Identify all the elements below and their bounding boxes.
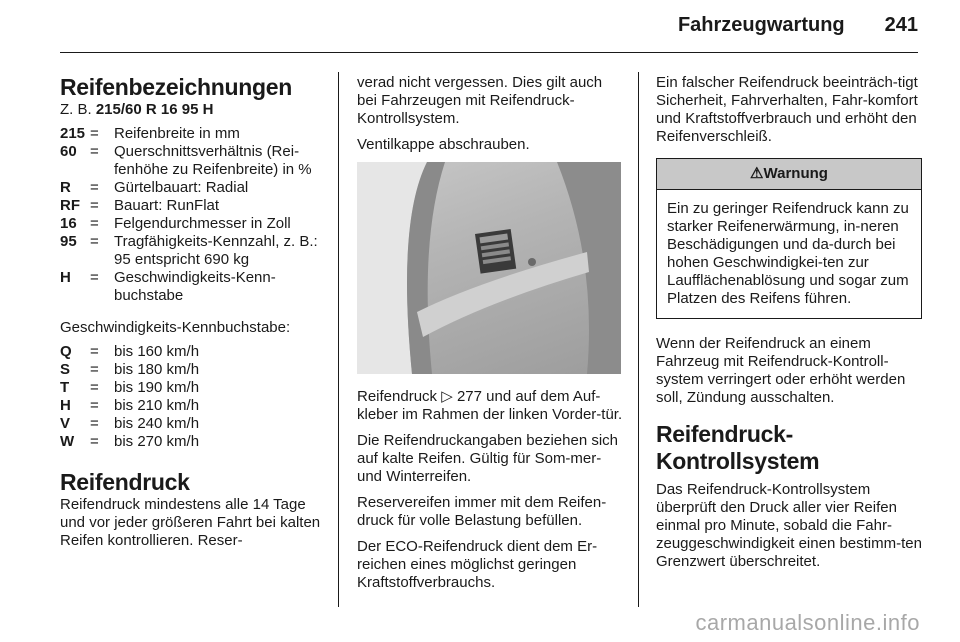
heading-reifenbezeichnungen: Reifenbezeichnungen [60,74,292,100]
door-frame-illustration [357,162,621,374]
paragraph: Die Reifendruckangaben beziehen sich auf kalte Reifen. Gültig für Som-mer- und Winterreifen. [357,432,619,485]
paragraph: Der ECO-Reifendruck dient dem Er-reichen eines möglichst geringen Kraftstoffverbrauchs. [357,538,598,591]
paragraph: Ventilkappe abschrauben. [357,136,530,153]
column-3 [656,74,922,571]
definition-term: RF [60,197,80,214]
door-frame-sticker-photo [357,162,621,374]
definition-row [60,415,326,433]
paragraph: Wenn der Reifendruck an einem Fahrzeug mit Reifendruck-Kontroll-system verringert oder erhöht werden soll, Zündung ausschalten. [656,335,906,406]
definition-text: bis 160 km/h [114,343,200,360]
page-header [678,14,918,37]
speed-code-list [60,343,326,451]
column-divider [638,72,639,607]
definition-equals: = [90,143,99,160]
definition-equals: = [90,215,99,232]
definition-term: T [60,379,70,396]
definition-text: Bauart: RunFlat [114,197,220,214]
definition-row [60,125,326,143]
heading-reifendruck: Reifendruck [60,469,190,495]
header-rule [60,52,918,53]
definition-text: Gürtelbauart: Radial [114,179,249,196]
definition-equals: = [90,415,99,432]
definition-row [60,215,326,233]
column-2 [357,74,623,592]
definition-text: Querschnittsverhältnis (Rei-fenhöhe zu Reifenbreite) in % [114,143,312,178]
definition-equals: = [90,433,99,450]
page-ref[interactable]: 277 [456,388,482,405]
definition-equals: = [90,379,99,396]
warning-icon: ⚠ [750,165,764,182]
reifendruck-paragraph: Reifendruck mindestens alle 14 Tage und vor jeder größeren Fahrt bei kalten Reifen kontrollieren. Reser- [60,496,321,549]
watermark: carmanualsonline.info [695,610,920,635]
paragraph: Reservereifen immer mit dem Reifen-druck für volle Belastung befüllen. [357,494,607,529]
definition-text: Geschwindigkeits-Kenn-buchstabe [114,269,276,304]
column-1 [60,74,326,550]
definition-text: Tragfähigkeits-Kennzahl, z. B.: 95 entspricht 690 kg [114,233,318,268]
definition-term: H [60,397,71,414]
paragraph: Ein falscher Reifendruck beeinträch-tigt Sicherheit, Fahrverhalten, Fahr-komfort und Kraftstoffverbrauch und erhöht den Reifenverschleiß. [656,74,918,145]
definition-term: 95 [60,233,77,250]
definition-term: R [60,179,71,196]
column-divider [338,72,339,607]
definition-text: bis 190 km/h [114,379,200,396]
heading-kontrollsystem: Reifendruck-Kontrollsystem [656,421,820,474]
warning-title: Warnung [763,165,828,182]
definition-term: S [60,361,71,378]
definition-row [60,361,326,379]
definition-equals: = [90,397,99,414]
text-fragment: und auf dem Auf-kleber im Rahmen der linken Vorder-tür. [357,388,623,423]
example-value: 215/60 R 16 95 H [95,101,214,118]
definition-equals: = [90,179,99,196]
definition-term: H [60,269,71,286]
definition-term: 16 [60,215,77,232]
definition-row [60,233,326,269]
warning-text: Ein zu geringer Reifendruck kann zu starker Reifenerwärmung, in-neren Beschädigungen und da-durch bei hohen Geschwindigkei-ten zur Laufflächenablösung und sogar zum Platzen des Reifens führen. [667,200,909,307]
warning-box [656,158,922,319]
page-ref-arrow-icon: ▷ [441,388,453,405]
definition-text: bis 270 km/h [114,433,200,450]
speed-intro: Geschwindigkeits-Kennbuchstabe: [60,319,291,336]
definition-term: Q [60,343,72,360]
header-title: Fahrzeugwartung [677,14,845,36]
definition-term: V [60,415,71,432]
definition-row [60,343,326,361]
definition-equals: = [90,233,99,250]
definition-row [60,433,326,451]
definition-row [60,269,326,305]
warning-header [657,159,921,190]
definition-text: bis 210 km/h [114,397,200,414]
definition-text: Felgendurchmesser in Zoll [114,215,291,232]
definition-row [60,379,326,397]
paragraph [357,388,623,424]
definition-text: bis 240 km/h [114,415,200,432]
paragraph: Das Reifendruck-Kontrollsystem überprüft den Druck aller vier Reifen einmal pro Minute, sobald die Fahr-zeuggeschwindigkeit einen bestimm-ten Grenzwert überschreitet. [656,481,922,570]
definition-term: 215 [60,125,86,142]
page-number: 241 [884,14,918,36]
definition-equals: = [90,361,99,378]
definition-text: bis 180 km/h [114,361,200,378]
definition-row [60,397,326,415]
definition-text: Reifenbreite in mm [114,125,240,142]
definition-row [60,179,326,197]
example-line [60,101,326,119]
definition-equals: = [90,197,99,214]
definition-equals: = [90,343,99,360]
definition-row [60,143,326,179]
definition-term: W [60,433,75,450]
paragraph: verad nicht vergessen. Dies gilt auch bei Fahrzeugen mit Reifendruck-Kontrollsystem. [357,74,603,127]
example-prefix: Z. B. [60,101,92,118]
definition-row [60,197,326,215]
definition-equals: = [90,125,99,142]
tire-code-list [60,125,326,305]
definition-equals: = [90,269,99,286]
text-fragment: Reifendruck [357,388,438,405]
definition-term: 60 [60,143,77,160]
